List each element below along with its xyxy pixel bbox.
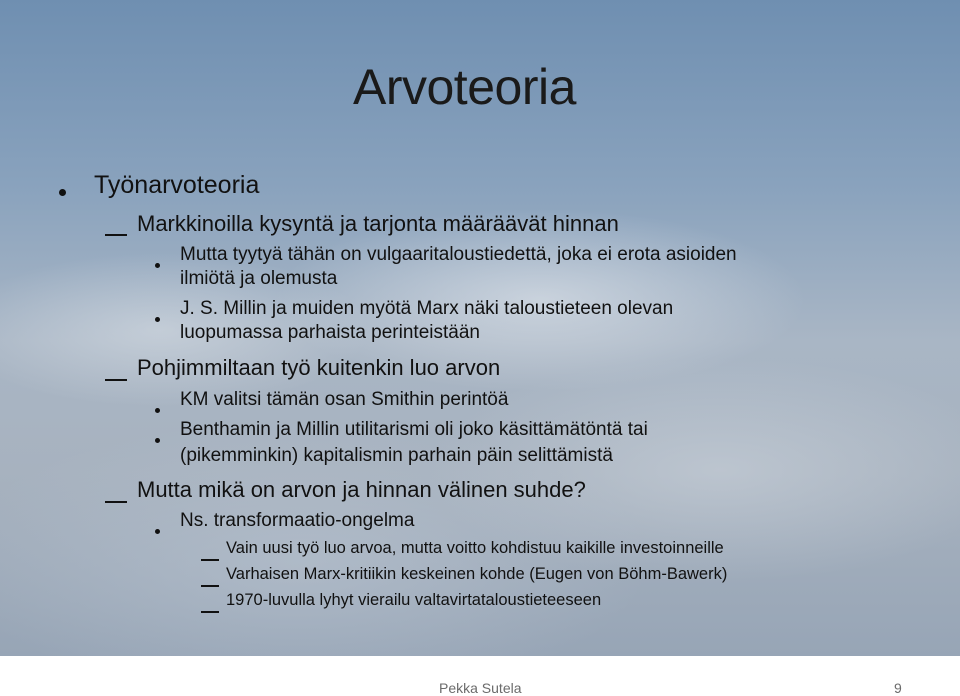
- bullet-level4: Vain uusi työ luo arvoa, mutta voitto kohdistuu kaikille investoinneille: [226, 539, 724, 557]
- bullet-dot-icon: [155, 521, 160, 539]
- bullet-level2: Mutta mikä on arvon ja hinnan välinen suhde?: [137, 477, 586, 502]
- page-number: 9: [894, 680, 902, 696]
- bullet-level3: Benthamin ja Millin utilitarismi oli joko käsittämätöntä tai: [180, 419, 648, 440]
- bullet-level3: J. S. Millin ja muiden myötä Marx näki taloustieteen olevan: [180, 298, 674, 319]
- slide-title: Arvoteoria: [353, 59, 576, 115]
- bullet-level3: KM valitsi tämän osan Smithin perintöä: [180, 389, 509, 410]
- bullet-level4: 1970-luvulla lyhyt vierailu valtavirtataloustieteeseen: [226, 591, 602, 609]
- bullet-dash-icon: [201, 600, 219, 618]
- bullet-dot-icon: [155, 400, 160, 418]
- bullet-dash-icon: [105, 223, 127, 241]
- bullet-dot-icon: [155, 309, 160, 327]
- bullet-level2: Markkinoilla kysyntä ja tarjonta määräävät hinnan: [137, 211, 619, 236]
- bullet-dash-icon: [201, 548, 219, 566]
- bullet-dash-icon: [105, 368, 127, 386]
- bullet-level3-cont: luopumassa parhaista perinteistään: [180, 322, 480, 343]
- bullet-level3: Mutta tyytyä tähän on vulgaaritaloustiedettä, joka ei erota asioiden: [180, 244, 737, 265]
- footer-author: Pekka Sutela: [439, 680, 522, 696]
- bullet-level3-cont: ilmiötä ja olemusta: [180, 268, 338, 289]
- bullet-level2: Pohjimmiltaan työ kuitenkin luo arvon: [137, 355, 501, 380]
- bullet-dot-icon: [155, 430, 160, 448]
- bullet-level3: Ns. transformaatio-ongelma: [180, 510, 415, 531]
- bullet-dash-icon: [105, 490, 127, 508]
- bullet-dash-icon: [201, 574, 219, 592]
- bullet-dot-icon: [59, 183, 66, 201]
- bullet-level1: Työnarvoteoria: [94, 171, 260, 199]
- bullet-level4: Varhaisen Marx-kritiikin keskeinen kohde (Eugen von Böhm-Bawerk): [226, 565, 728, 583]
- bullet-dot-icon: [155, 255, 160, 273]
- bullet-level3-cont: (pikemminkin) kapitalismin parhain päin selittämistä: [180, 445, 613, 466]
